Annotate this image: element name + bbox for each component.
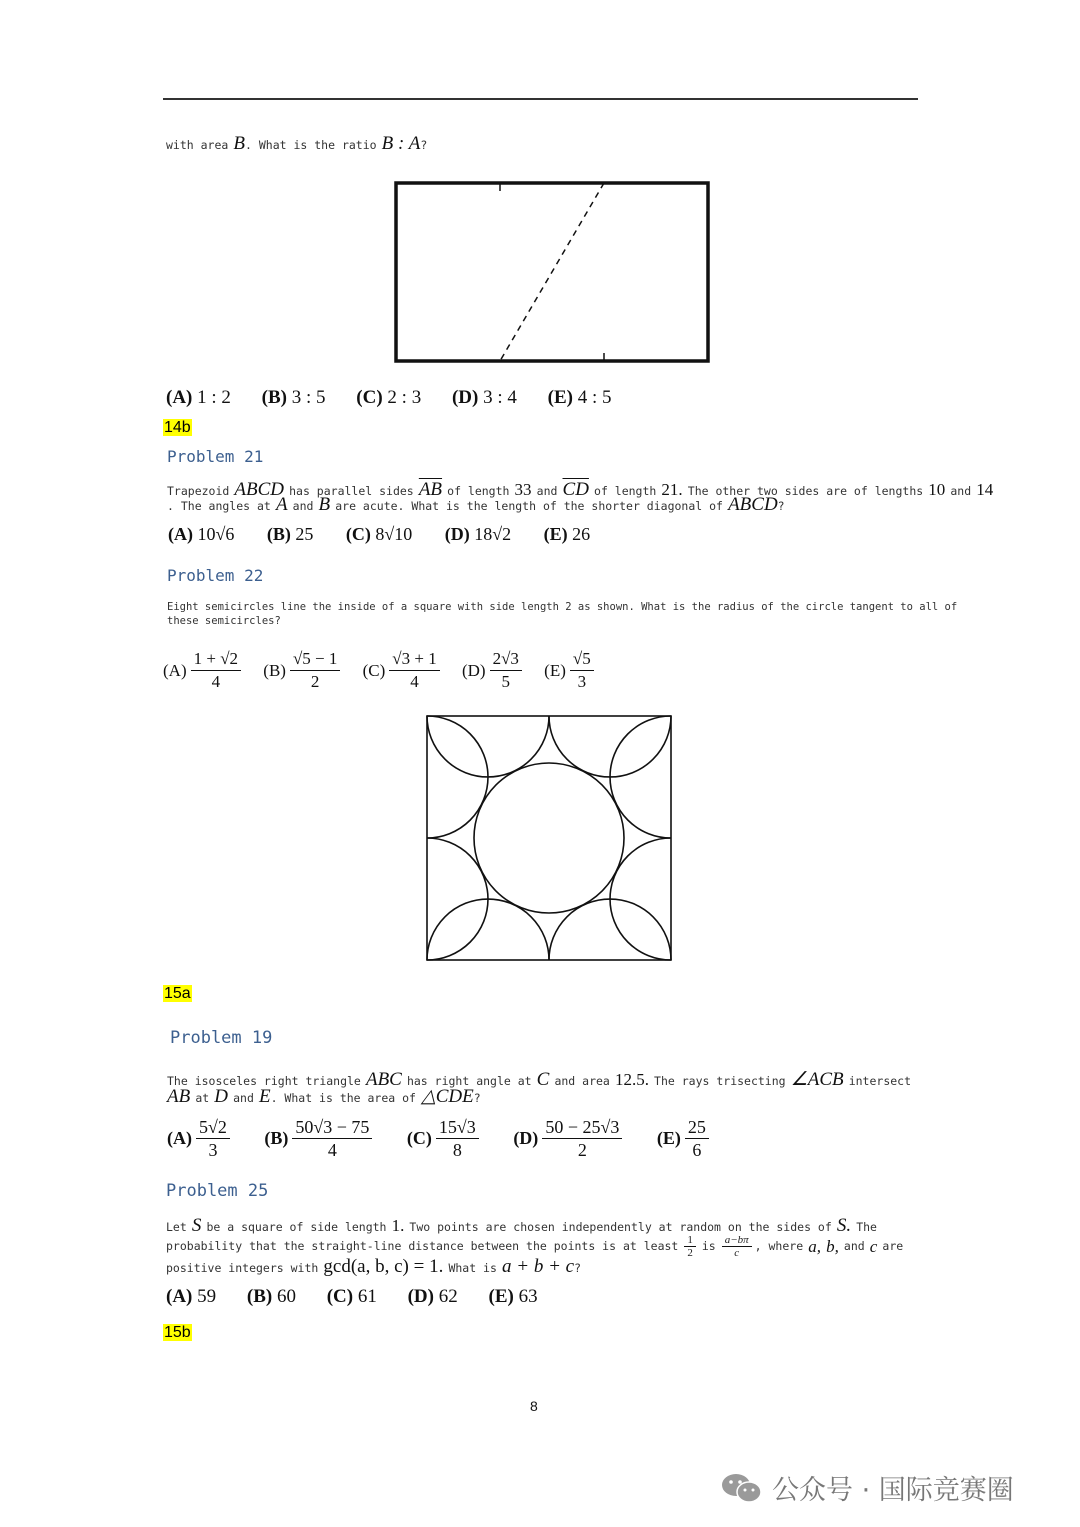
wechat-icon [720,1471,764,1505]
choice-a: (A) $\frac{1 + √2}{4}$ [163,648,245,693]
problem-21-title: Problem 21 [167,447,264,466]
choice-d: (D) $\frac{2√3}{5}$ [462,648,526,693]
choice-c: (C) 8√10 [345,524,413,544]
choice-b: (B) 60 [246,1286,296,1307]
problem-25-text-line2: probability that the straight-line distance between the points is at least $\frac{1}{2}$ is $\frac{a-b\pi}{c}$ , where a, b, and c are [166,1234,904,1259]
prev-problem-choices [166,387,625,409]
top-question-line: with area B. What is the ratio B : A? [166,133,428,154]
choice-c: (C) 2 : 3 [356,387,422,408]
problem-25-choices [166,1286,552,1308]
choice-e: (E) 26 [543,524,591,544]
choice-a: (A) $\frac{5√2}{3}$ [167,1116,234,1161]
choice-e: (E) 63 [488,1286,538,1307]
choice-a: (A) 1 : 2 [166,387,231,408]
problem-21-text-line2: . The angles at A and B are acute. What is the length of the shorter diagonal of ABCD? [167,494,785,515]
rectangle-figure [390,176,716,368]
problem-19-title: Problem 19 [170,1028,273,1048]
tag-14b: 14b [164,419,191,436]
choice-c: (C) $\frac{15√3}{8}$ [407,1116,483,1161]
problem-21-text-line1: Trapezoid ABCD has parallel sides $\overline{AB}$ of length 33 and $\overline{CD}$ of length 21. The other two sides are of lengths 10 and 14 [167,479,994,500]
problem-25-text-line1: Let S be a square of side length 1. Two points are chosen independently at random on the sides of S. The [166,1215,877,1236]
page-number: 8 [530,1398,538,1414]
choice-b: (B) 3 : 5 [261,387,326,408]
problem-19-choices [167,1116,727,1161]
problem-22-text-line2: these semicircles? [167,615,281,627]
choice-a: (A) 59 [166,1286,217,1307]
tag-15b: 15b [164,1324,191,1341]
problem-22-text-line1: Eight semicircles line the inside of a square with side length 2 as shown. What is the radius of the circle tangent to all of [167,601,958,613]
choice-e: (E) 4 : 5 [547,387,612,408]
choice-d: (D) 18√2 [444,524,512,544]
tag-15a: 15a [164,985,191,1002]
choice-d: (D) 3 : 4 [451,387,517,408]
choice-e: (E) $\frac{25}{6}$ [657,1116,713,1161]
problem-19-text-line1: The isosceles right triangle ABC has right angle at C and area 12.5. The rays trisecting ∠ACB intersect [167,1069,912,1090]
choice-d: (D) $\frac{50 - 25√3}{2}$ [513,1116,626,1161]
problem-19-text-line2: AB at D and E. What is the area of △CDE? [167,1086,481,1107]
semicircles-figure [424,713,674,963]
problem-22-title: Problem 22 [167,566,264,585]
header-rule [163,98,918,100]
choice-a: (A) 10√6 [168,524,235,544]
watermark: 公众号 · 国际竞赛圈 [720,1468,1014,1507]
problem-25-text-line3: positive integers with gcd(a, b, c) = 1. What is a + b + c? [166,1256,582,1277]
problem-25-title: Problem 25 [166,1181,269,1201]
choice-b: (B) $\frac{√5 - 1}{2}$ [263,648,344,693]
choice-b: (B) $\frac{50√3 - 75}{4}$ [264,1116,376,1161]
choice-d: (D) 62 [407,1286,458,1307]
choice-c: (C) $\frac{√3 + 1}{4}$ [363,648,444,693]
problem-21-choices [168,524,604,545]
problem-22-choices [163,648,612,693]
choice-c: (C) 61 [326,1286,377,1307]
choice-e: (E) $\frac{√5}{3}$ [544,648,598,693]
choice-b: (B) 25 [266,524,314,544]
